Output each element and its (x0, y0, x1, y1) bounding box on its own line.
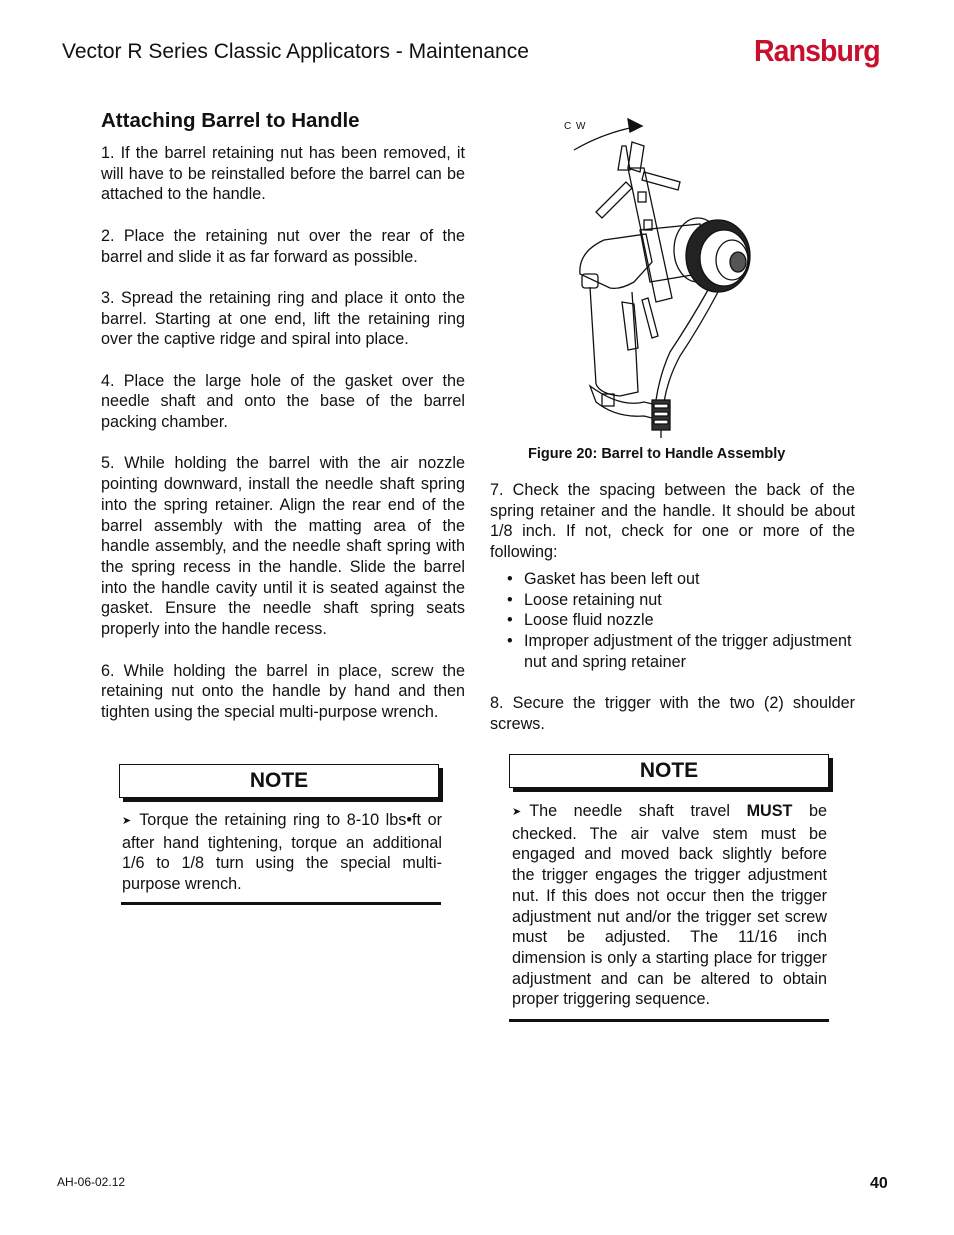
note-heading-left: NOTE (119, 764, 439, 798)
step-3: 3. Spread the retaining ring and place it onto the barrel. Starting at one end, lift the retaining ring over the captive ridge and spiral into place. (101, 288, 465, 349)
page-number: 40 (870, 1175, 888, 1192)
figure-caption: Figure 20: Barrel to Handle Assembly (528, 446, 786, 462)
note-right-text-start: The needle shaft travel (529, 802, 747, 820)
list-item: • Gasket has been left out (490, 569, 855, 590)
step-4: 4. Place the large hole of the gasket over the needle shaft and onto the base of the barrel packing chamber. (101, 371, 465, 432)
step-7: 7. Check the spacing between the back of the spring retainer and the handle. It should be about 1/8 inch. If not, check for one or more of the following: (490, 481, 855, 562)
note-body-left (122, 810, 442, 895)
step-2: 2. Place the retaining nut over the rear of the barrel and slide it as far forward as possible. (101, 226, 465, 266)
note-left-text: Torque the retaining ring to 8-10 lbs•ft or after hand tightening, torque an additional 1/6 to 1/8 turn using the special multi-purpose wrench. (122, 811, 442, 894)
brand-logo: Ransburg (754, 33, 880, 68)
check-list (490, 569, 855, 673)
note-right-emphasis: MUST (746, 802, 793, 820)
note-right-text-end: be checked. The air valve stem must be engaged and moved back slightly before the trigger engages the trigger adjustment nut. If this does not occur then the trigger adjustment nut and/or the trigger set screw must be adjusted. The 11/16 inch dimension is only a starting place for trigger adjustment and can be altered to obtain proper triggering sequence. (512, 802, 827, 1009)
page-header-title: Vector R Series Classic Applicators - Maintenance (62, 40, 529, 63)
step-6: 6. While holding the barrel in place, screw the retaining nut onto the handle by hand and then tighten using the special multi-purpose wrench. (101, 661, 465, 721)
note-left-rule (121, 902, 441, 905)
step-1: 1. If the barrel retaining nut has been removed, it will have to be reinstalled before the barrel can be attached to the handle. (101, 144, 465, 204)
doc-code: AH-06-02.12 (57, 1175, 126, 1189)
step-8: 8. Secure the trigger with the two (2) shoulder screws. (490, 694, 855, 733)
arrow-bullet-icon: ➤ (122, 815, 132, 827)
list-item: • Improper adjustment of the trigger adjustment nut and spring retainer (490, 631, 855, 672)
section-heading: Attaching Barrel to Handle (101, 109, 360, 132)
cw-label: C W (564, 121, 587, 132)
arrow-bullet-icon: ➤ (512, 806, 522, 818)
note-body-right (512, 801, 827, 1010)
list-item: • Loose fluid nozzle (490, 610, 855, 631)
step-5: 5. While holding the barrel with the air nozzle pointing downward, install the needle shaft spring into the spring retainer. Align the rear end of the barrel assembly with the matting area of the handle assembly, and the needle shaft spring with the spring recess in the handle. Slide the barrel into the handle cavity until it is seated against the gasket. Ensure the needle shaft spring seats properly into the handle recess. (101, 454, 465, 639)
note-heading-right: NOTE (509, 754, 829, 788)
note-right-rule (509, 1019, 829, 1022)
list-item: • Loose retaining nut (490, 590, 855, 611)
right-column (490, 480, 855, 755)
barrel-handle-illustration (560, 112, 800, 442)
left-column (101, 143, 465, 743)
